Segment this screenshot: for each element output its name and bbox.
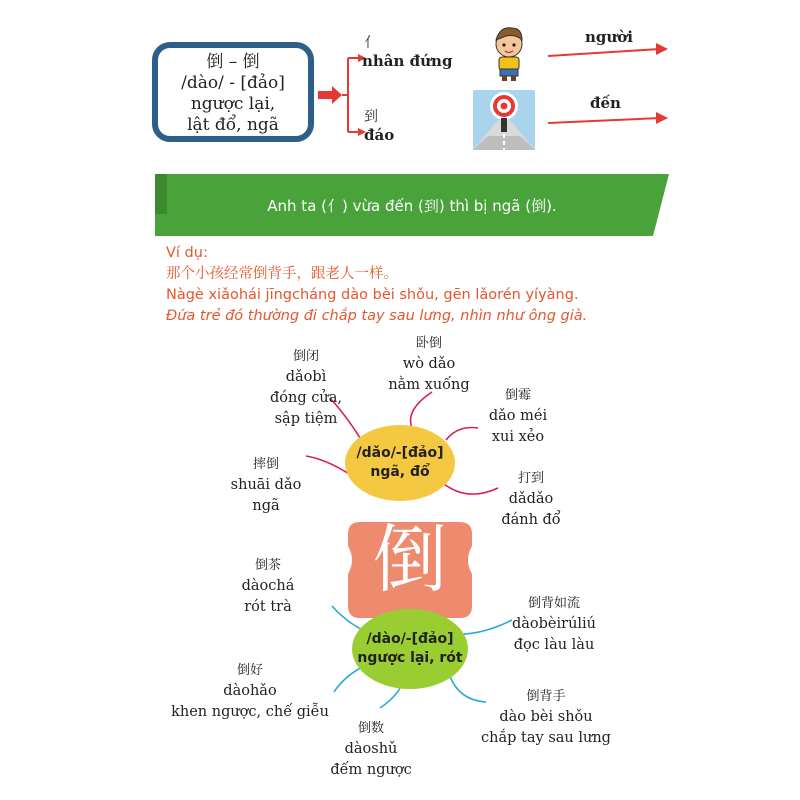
component-label-2: đáo [364, 126, 395, 144]
word-meaning: rót trà [244, 599, 292, 615]
word-pinyin: dǎo méi [488, 408, 548, 424]
component-meaning-2: đến [590, 94, 621, 112]
word-pinyin: shuāi dǎo [230, 477, 302, 493]
word-hanzi: 倒背如流 [527, 596, 581, 611]
target-road-icon [473, 90, 535, 150]
center-character: 倒 [373, 517, 447, 603]
word-hanzi: 倒茶 [254, 558, 282, 573]
component-label-1: nhân đứng [362, 52, 453, 70]
word-hanzi: 倒闭 [292, 349, 319, 364]
word-daobeiruliu [512, 593, 596, 656]
card-meaning-1: ngược lại, [190, 94, 276, 114]
word-pinyin: dàohǎo [223, 683, 277, 699]
word-wodao [388, 333, 469, 396]
example-block [166, 243, 587, 327]
word-shuaidao [231, 454, 302, 517]
bottom-node-text [357, 630, 462, 668]
word-meaning: đóng cửa, [270, 390, 342, 406]
word-meaning: ngã [252, 498, 280, 514]
word-daohao [171, 660, 329, 723]
component-char-1: 亻 [364, 35, 378, 51]
word-hanzi: 倒霉 [504, 388, 532, 403]
card-meaning-2: lật đổ, ngã [187, 115, 279, 135]
word-meaning: nằm xuống [388, 377, 470, 393]
word-hanzi: 摔倒 [252, 457, 280, 472]
top-node-pronunciation: /dǎo/-[đảo] [356, 445, 444, 461]
word-dadao [501, 468, 560, 531]
bottom-node-pronunciation: /dào/-[đảo] [366, 631, 454, 647]
word-meaning: khen ngược, chế giễu [171, 704, 329, 720]
word-pinyin: dǎobì [285, 369, 327, 385]
top-node-text [356, 444, 443, 482]
person-icon [496, 28, 522, 81]
word-daobi [270, 346, 342, 430]
word-meaning: đánh đổ [501, 512, 561, 528]
word-meaning: đếm ngược [330, 762, 412, 778]
word-pinyin: wò dǎo [402, 356, 456, 372]
top-node-meaning: ngã, đổ [370, 464, 430, 480]
word-daobeishou [481, 686, 611, 749]
bottom-node-meaning: ngược lại, rót [357, 650, 463, 666]
bracket-connector [342, 58, 358, 132]
meaning-arrow-2-icon [548, 112, 668, 124]
card-pronunciation: /dào/ - [đảo] [181, 73, 285, 93]
word-pinyin: dǎdǎo [508, 491, 554, 507]
component-meaning-1: người [585, 28, 634, 46]
word-meaning: đọc làu làu [513, 637, 595, 653]
word-hanzi: 倒数 [357, 721, 384, 736]
word-pinyin: dàochá [241, 578, 295, 594]
word-hanzi: 卧倒 [415, 336, 443, 351]
card-arrow-icon [318, 86, 342, 104]
example-pinyin: Nàgè xiǎohái jīngcháng dào bèi shǒu, gēn lǎorén yíyàng. [166, 287, 579, 303]
word-daocha [242, 555, 295, 618]
word-pinyin: dào bèi shǒu [499, 709, 593, 725]
example-chinese: 那个小孩经常倒背手，跟老人一样。 [166, 266, 398, 282]
story-banner: Anh ta (亻) vừa đến (到) thì bị ngã (倒). [267, 196, 557, 215]
word-pinyin: dàoshǔ [344, 741, 398, 757]
word-hanzi: 倒好 [236, 663, 264, 678]
word-hanzi: 打到 [517, 471, 544, 486]
example-vietnamese: Đứa trẻ đó thường đi chắp tay sau lưng, nhìn như ông già. [166, 308, 588, 324]
component-char-2: 到 [364, 109, 378, 125]
word-meaning: chắp tay sau lưng [481, 730, 611, 746]
example-heading: Ví dụ: [166, 245, 208, 261]
word-hanzi: 倒背手 [526, 689, 566, 704]
word-pinyin: dàobèirúliú [511, 616, 597, 632]
word-meaning-2: sập tiệm [274, 411, 338, 427]
word-daomei [489, 385, 547, 448]
word-meaning: xui xẻo [491, 429, 545, 445]
card-forms: 倒 – 倒 [206, 52, 260, 72]
decomposition-graphics [0, 0, 800, 170]
word-daoshu [330, 718, 411, 781]
